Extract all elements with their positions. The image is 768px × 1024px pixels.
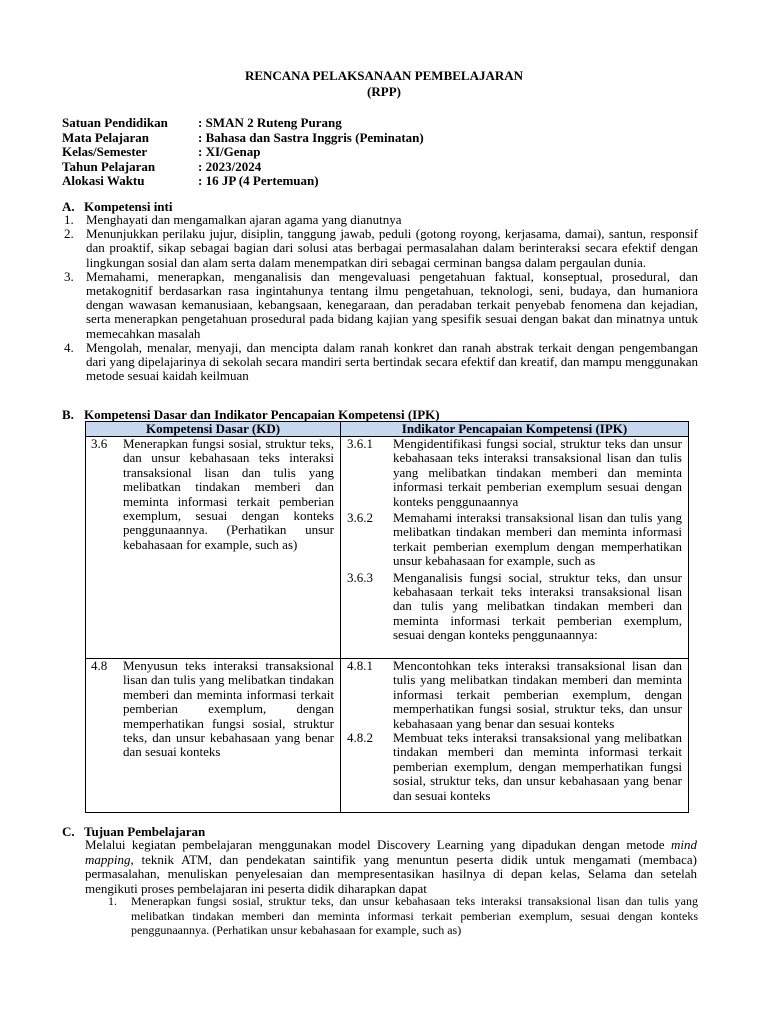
meta-value: : SMAN 2 Ruteng Purang	[198, 115, 342, 130]
meta-value: : 16 JP (4 Pertemuan)	[198, 173, 319, 188]
section-title: Tujuan Pembelajaran	[84, 824, 206, 839]
column-header-ipk: Indikator Pencapaian Kompetensi (IPK)	[341, 422, 689, 437]
intro-emphasis: mind mapping	[85, 837, 697, 867]
table-header-row	[86, 422, 689, 437]
section-title: Kompetensi inti	[84, 199, 173, 214]
kd-text: Menyusun teks interaksi transaksional lisan dan tulis yang melibatkan tindakan memberi dan meminta informasi terkait pemberian exemplum, dengan memperhatikan fungsi sosial, struktur teks, dan unsur kebahasaan yang benar dan sesuai konteks	[123, 658, 334, 760]
table-row	[86, 437, 689, 659]
meta-label: Alokasi Waktu	[62, 173, 145, 188]
meta-row	[62, 174, 424, 189]
list-number: 1.	[108, 894, 117, 908]
ipk-cell	[341, 437, 689, 659]
kd-number: 3.6	[91, 436, 108, 451]
meta-row	[62, 160, 424, 175]
kd-number: 4.8	[91, 658, 108, 673]
kd-text: Menerapkan fungsi sosial, struktur teks, dan unsur kebahasaan teks interaksi transaksional lisan dan tulis yang melibatkan tindakan memberi dan meminta informasi terkait pemberian exemplum, sesuai dengan konteks penggunaannya. (Perhatikan unsur kebahasaan for example, such as)	[123, 436, 334, 552]
meta-value: : XI/Genap	[198, 144, 261, 159]
list-text: Menerapkan fungsi sosial, struktur teks, dan unsur kebahasaan teks interaksi transaksional lisan dan tulis yang melibatkan tindakan memberi dan meminta informasi terkait pemberian exemplum, sesuai dengan konteks penggunaannya. (Perhatikan unsur kebahasaan for example, such as)	[131, 894, 698, 937]
identity-block	[62, 116, 424, 189]
meta-label: Kelas/Semester	[62, 144, 148, 159]
section-letter: C.	[62, 824, 75, 839]
ipk-cell	[341, 659, 689, 813]
ipk-number: 3.6.1	[347, 436, 373, 451]
ipk-text: Mencontohkan teks interaksi transaksional lisan dan tulis yang melibatkan tindakan memberi dan meminta informasi terkait pemberian exemplum, dengan memperhatikan fungsi sosial, struktur teks, dan unsur kebahasaan yang benar dan sesuai konteks	[393, 658, 682, 731]
learning-objectives-intro	[85, 838, 697, 896]
ipk-number: 3.6.2	[347, 510, 373, 526]
list-item	[62, 341, 698, 384]
kompetensi-inti-list	[62, 213, 698, 383]
ipk-text: Menganalisis fungsi social, struktur teks, dan unsur kebahasaan terkait teks interaksi transaksional lisan dan tulis yang melibatkan tindakan memberi dan meminta informasi terkait pemberian exemplum, sesuai dengan konteks penggunaannya:	[393, 569, 682, 643]
meta-value: : Bahasa dan Sastra Inggris (Peminatan)	[198, 129, 424, 145]
list-text: Menghayati dan mengamalkan ajaran agama yang dianutnya	[86, 212, 402, 227]
list-item	[108, 894, 698, 938]
list-number: 2.	[64, 226, 74, 242]
list-number: 1.	[64, 212, 74, 227]
list-number: 4.	[64, 339, 74, 355]
kd-cell	[86, 437, 341, 659]
meta-row	[62, 131, 424, 146]
list-item	[62, 213, 698, 227]
meta-value: : 2023/2024	[198, 158, 262, 174]
document-subtitle: (RPP)	[367, 84, 401, 99]
section-letter: A.	[62, 199, 75, 214]
list-item	[62, 270, 698, 341]
section-title: Kompetensi Dasar dan Indikator Pencapaian Kompetensi (IPK)	[84, 407, 440, 422]
meta-label: Tahun Pelajaran	[62, 158, 156, 174]
meta-row	[62, 145, 424, 160]
ipk-number: 4.8.2	[347, 730, 373, 746]
meta-row	[62, 116, 424, 131]
intro-text: Melalui kegiatan pembelajaran menggunakan model Discovery Learning yang dipadukan dengan metode	[85, 837, 671, 852]
list-item	[62, 227, 698, 270]
ipk-number: 4.8.1	[347, 658, 373, 673]
section-letter: B.	[62, 407, 74, 422]
list-text: Menunjukkan perilaku jujur, disiplin, tanggung jawab, peduli (gotong royong, kerjasama, damai), santun, responsif dan proaktif, sikap sebagai bagian dari solusi atas berbagai permasalahan dalam berinteraksi secara efektif dengan lingkungan sosial dan alam serta dalam menempatkan diri sebagai cerminan bangsa dalam pergaulan dunia.	[86, 226, 698, 270]
list-text: Memahami, menerapkan, menganalisis dan mengevaluasi pengetahuan faktual, konseptual, prosedural, dan metakognitif berdasarkan rasa ingintahunya tentang ilmu pengetahuan, teknologi, seni, budaya, dan humaniora dengan wawasan kemanusiaan, kebangsaan, kenegaraan, dan peradaban terkait penyebab fenomena dan kejadian, serta menerapkan pengetahuan prosedural pada bidang kajian yang spesifik sesuai dengan bakat dan minatnya untuk memecahkan masalah	[86, 268, 698, 341]
table-row	[86, 659, 689, 813]
list-text: Mengolah, menalar, menyaji, dan mencipta dalam ranah konkret dan ranah abstrak terkait dengan pengembangan dari yang dipelajarinya di sekolah secara mandiri serta bertindak secara efektif dan kreatif, dan mampu menggunakan metode sesuai kaidah keilmuan	[86, 339, 698, 384]
section-b-heading	[62, 407, 440, 422]
kd-cell	[86, 659, 341, 813]
ipk-number: 3.6.3	[347, 569, 373, 585]
kd-ipk-table	[85, 421, 689, 813]
ipk-text: Membuat teks interaksi transaksional yang melibatkan tindakan memberi dan meminta informasi terkait pemberian exemplum, dengan memperhatikan fungsi sosial, struktur teks, dan unsur kebahasaan yang benar dan sesuai konteks	[393, 730, 682, 803]
document-title: RENCANA PELAKSANAAN PEMBELAJARAN	[244, 68, 524, 83]
intro-text: , teknik ATM, dan pendekatan saintifik yang menuntun peserta didik untuk mengamati (membaca) permasalahan, menuliskan penyelesaian dan mempresentasikan hasilnya di depan kelas, Selama dan setelah mengikuti proses pembelajaran ini peserta didik diharapkan dapat	[85, 851, 697, 896]
meta-label: Mata Pelajaran	[62, 129, 150, 145]
column-header-kd: Kompetensi Dasar (KD)	[86, 422, 341, 437]
meta-label: Satuan Pendidikan	[62, 115, 168, 130]
ipk-text: Mengidentifikasi fungsi social, struktur teks dan unsur kebahasaan teks interaksi transaksional lisan dan tulis yang melibatkan tindakan memberi dan meminta informasi terkait pemberian exemplum sesuai dengan konteks penggunaannya	[393, 436, 682, 509]
learning-objectives-list	[108, 894, 698, 938]
list-number: 3.	[64, 268, 74, 284]
ipk-text: Memahami interaksi transaksional lisan dan tulis yang melibatkan tindakan memberi dan meminta informasi terkait pemberian exemplum dengan memperhatikan unsur kebahasaan for example, such as	[393, 510, 682, 569]
